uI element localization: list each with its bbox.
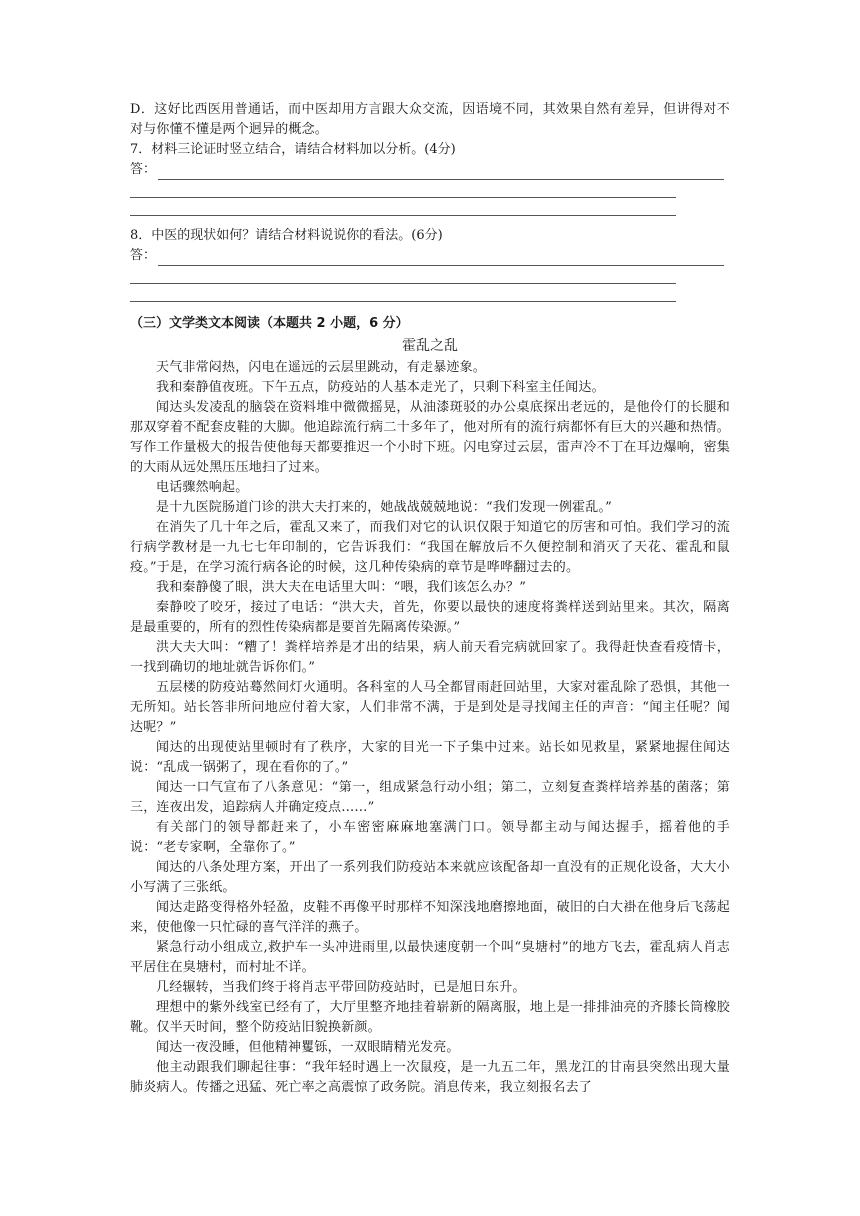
story-paragraph: 闻达一夜没睡，但他精神矍铄，一双眼睛精光发亮。 bbox=[156, 1040, 460, 1055]
story-paragraph: 闻达的出现使站里顿时有了秩序，大家的目光一下子集中过来。站长如见救星，紧紧地握住闻达说：“乱成一锅粥了，现在看你的了。” bbox=[130, 740, 730, 775]
story-paragraph: 有关部门的领导都赶来了，小车密密麻麻地塞满门口。领导都主动与闻达握手，摇着他的手说：“老专家啊，全靠你了。” bbox=[130, 820, 730, 855]
story-paragraph: 理想中的紫外线室已经有了，大厅里整齐地挂着崭新的隔离服，地上是一排排油亮的齐膝长筒橡胶靴。仅半天时间，整个防疫站旧貌换新颜。 bbox=[130, 1000, 730, 1035]
answer-line bbox=[130, 270, 676, 284]
answer-line bbox=[130, 202, 676, 216]
answer-line bbox=[130, 184, 676, 198]
story-body bbox=[130, 358, 730, 1098]
story-paragraph: 我和秦静傻了眼，洪大夫在电话里大叫：“喂，我们该怎么办？” bbox=[156, 580, 527, 595]
answer-line bbox=[158, 166, 724, 180]
answer-line bbox=[130, 288, 676, 302]
story-paragraph: 洪大夫大叫：“糟了！粪样培养是才出的结果，病人前天看完病就回家了。我得赶快查看疫情卡，一找到确切的地址就告诉你们。” bbox=[130, 640, 730, 675]
document-page bbox=[130, 100, 730, 1098]
story-paragraph: 电话骤然响起。 bbox=[156, 480, 249, 495]
story-paragraph: 他主动跟我们聊起往事：“我年轻时遇上一次鼠疫，是一九五二年，黑龙江的甘南县突然出现大量肺炎病人。传播之迅猛、死亡率之高震惊了政务院。消息传来，我立刻报名去了 bbox=[130, 1060, 730, 1095]
answer-label: 答： bbox=[130, 162, 157, 177]
story-paragraph: 在消失了几十年之后，霍乱又来了，而我们对它的认识仅限于知道它的厉害和可怕。我们学习的流行病学教材是一九七七年印制的，它告诉我们：“我国在解放后不久便控制和消灭了天花、霍乱和鼠疫。”于是，在学习流行病各论的时候，这几种传染病的章节是哗哗翻过去的。 bbox=[130, 520, 730, 575]
answer-row-7 bbox=[130, 160, 730, 180]
story-paragraph: 五层楼的防疫站蓦然间灯火通明。各科室的人马全都冒雨赶回站里，大家对霍乱除了恐惧，其他一无所知。站长答非所问地应付着大家，人们非常不满，于是到处是寻找闻主任的声音：“闻主任呢？闻达呢？” bbox=[130, 680, 730, 735]
story-paragraph: 几经辗转，当我们终于将肖志平带回防疫站时，已是旭日东升。 bbox=[156, 980, 526, 995]
question-8: 8．中医的现状如何？请结合材料说说你的看法。(6分) bbox=[130, 228, 443, 243]
story-paragraph: 闻达一口气宣布了八条意见：“第一，组成紧急行动小组；第二，立刻复查粪样培养基的菌落；第三，连夜出发，追踪病人并确定疫点……” bbox=[130, 780, 730, 815]
answer-line bbox=[158, 252, 724, 266]
story-paragraph: 是十九医院肠道门诊的洪大夫打来的，她战战兢兢地说：“我们发现一例霍乱。” bbox=[156, 500, 612, 515]
story-paragraph: 天气非常闷热，闪电在遥远的云层里跳动，有走暴迹象。 bbox=[156, 360, 487, 375]
story-paragraph: 闻达头发凌乱的脑袋在资料堆中微微摇晃，从油漆斑驳的办公桌底探出老远的，是他伶仃的长腿和那双穿着不配套皮鞋的大脚。他追踪流行病二十多年了，他对所有的流行病都怀有巨大的兴趣和热情。写作工作量极大的报告使他每天都要推迟一个小时下班。闪电穿过云层，雷声冷不丁在耳边爆响，密集的大雨从远处黑压压地扫了过来。 bbox=[130, 400, 730, 475]
story-title: 霍乱之乱 bbox=[402, 338, 458, 354]
section-heading: （三）文学类文本阅读（本题共 2 小题，6 分） bbox=[130, 316, 409, 331]
answer-label: 答： bbox=[130, 248, 157, 263]
option-d: D．这好比西医用普通话，而中医却用方言跟大众交流，因语境不同，其效果自然有差异，但讲得对不对与你懂不懂是两个迥异的概念。 bbox=[130, 102, 730, 137]
story-paragraph: 紧急行动小组成立,救护车一头冲进雨里,以最快速度朝一个叫“臭塘村”的地方飞去，霍乱病人肖志平居住在臭塘村，而村址不详。 bbox=[130, 940, 730, 975]
story-paragraph: 闻达走路变得格外轻盈，皮鞋不再像平时那样不知深浅地磨擦地面，破旧的白大褂在他身后飞荡起来，使他像一只忙碌的喜气洋洋的燕子。 bbox=[130, 900, 730, 935]
story-paragraph: 秦静咬了咬牙，接过了电话：“洪大夫，首先，你要以最快的速度将粪样送到站里来。其次，隔离是最重要的，所有的烈性传染病都是要首先隔离传染源。” bbox=[130, 600, 730, 635]
story-paragraph: 闻达的八条处理方案，开出了一系列我们防疫站本来就应该配备却一直没有的正规化设备，大大小小写满了三张纸。 bbox=[130, 860, 730, 895]
story-paragraph: 我和秦静值夜班。下午五点，防疫站的人基本走光了，只剩下科室主任闻达。 bbox=[156, 380, 605, 395]
question-7: 7．材料三论证时竖立结合，请结合材料加以分析。(4分) bbox=[130, 142, 456, 157]
answer-row-8 bbox=[130, 246, 730, 266]
